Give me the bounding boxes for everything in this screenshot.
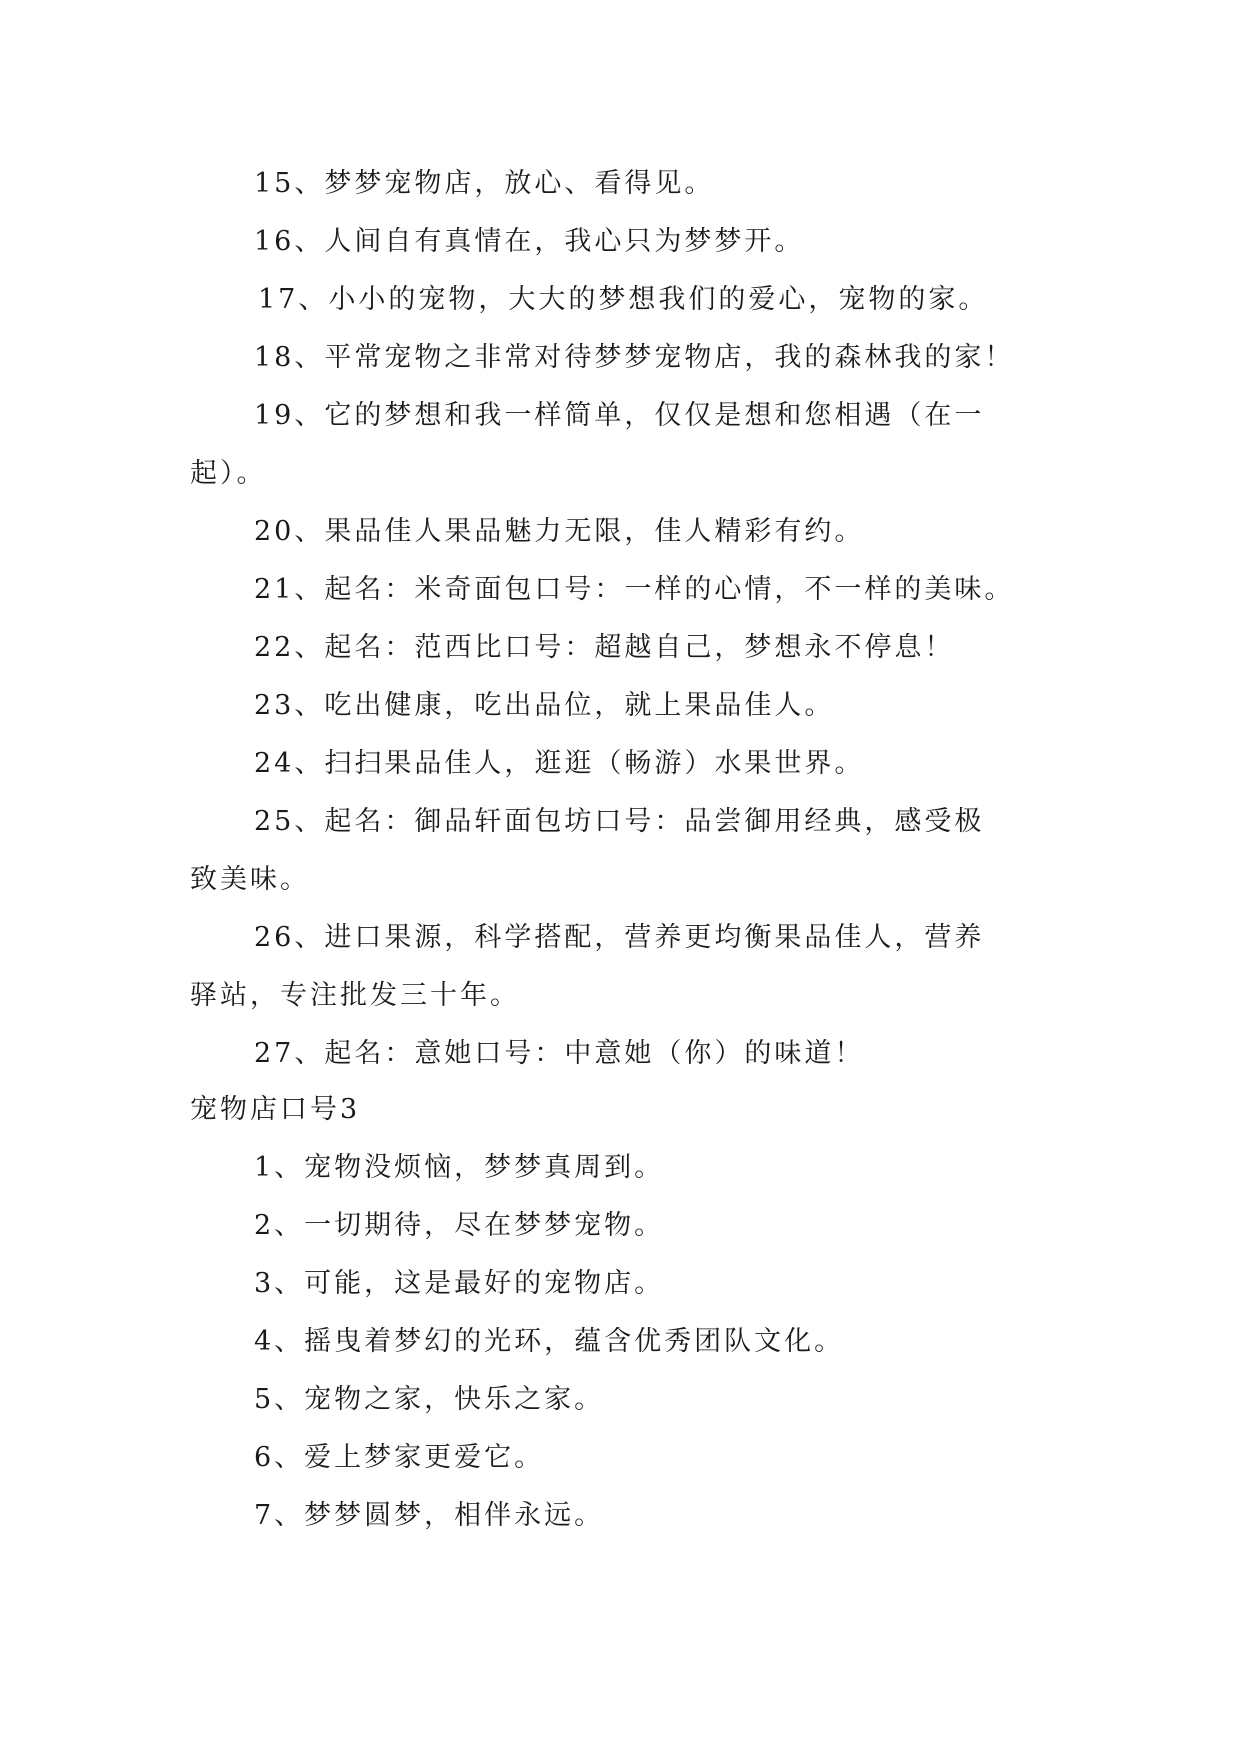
slogan-18: 18、平常宠物之非常对待梦梦宠物店，我的森林我的家！	[254, 342, 1015, 373]
slogan-20: 20、果品佳人果品魅力无限，佳人精彩有约。	[254, 516, 865, 547]
slogan-25-continued: 致美味。	[190, 864, 310, 895]
section3-item-4: 4、摇曳着梦幻的光环，蕴含优秀团队文化。	[254, 1326, 845, 1357]
section3-item-7: 7、梦梦圆梦，相伴永远。	[254, 1500, 605, 1531]
slogan-27: 27、起名：意她口号：中意她（你）的味道！	[254, 1038, 865, 1069]
section-heading: 宠物店口号3	[190, 1094, 361, 1125]
slogan-17: 17、小小的宠物，大大的梦想我们的爱心，宠物的家。	[258, 284, 989, 315]
slogan-19-continued: 起）。	[190, 458, 267, 489]
slogan-15: 15、梦梦宠物店，放心、看得见。	[254, 168, 715, 199]
slogan-26-continued: 驿站，专注批发三十年。	[190, 980, 520, 1011]
slogan-26: 26、进口果源，科学搭配，营养更均衡果品佳人，营养	[254, 922, 985, 953]
section3-item-5: 5、宠物之家，快乐之家。	[254, 1384, 605, 1415]
section3-item-3: 3、可能，这是最好的宠物店。	[254, 1268, 665, 1299]
slogan-23: 23、吃出健康，吃出品位，就上果品佳人。	[254, 690, 835, 721]
slogan-22: 22、起名：范西比口号：超越自己，梦想永不停息！	[254, 632, 955, 663]
section3-item-2: 2、一切期待，尽在梦梦宠物。	[254, 1210, 665, 1241]
section3-item-1: 1、宠物没烦恼，梦梦真周到。	[254, 1152, 665, 1183]
slogan-16: 16、人间自有真情在，我心只为梦梦开。	[254, 226, 805, 257]
section3-item-6: 6、爱上梦家更爱它。	[254, 1442, 545, 1473]
slogan-21: 21、起名：米奇面包口号：一样的心情，不一样的美味。	[254, 574, 1015, 605]
slogan-19: 19、它的梦想和我一样简单，仅仅是想和您相遇（在一	[254, 400, 985, 431]
slogan-24: 24、扫扫果品佳人，逛逛（畅游）水果世界。	[254, 748, 865, 779]
slogan-25: 25、起名：御品轩面包坊口号：品尝御用经典，感受极	[254, 806, 985, 837]
